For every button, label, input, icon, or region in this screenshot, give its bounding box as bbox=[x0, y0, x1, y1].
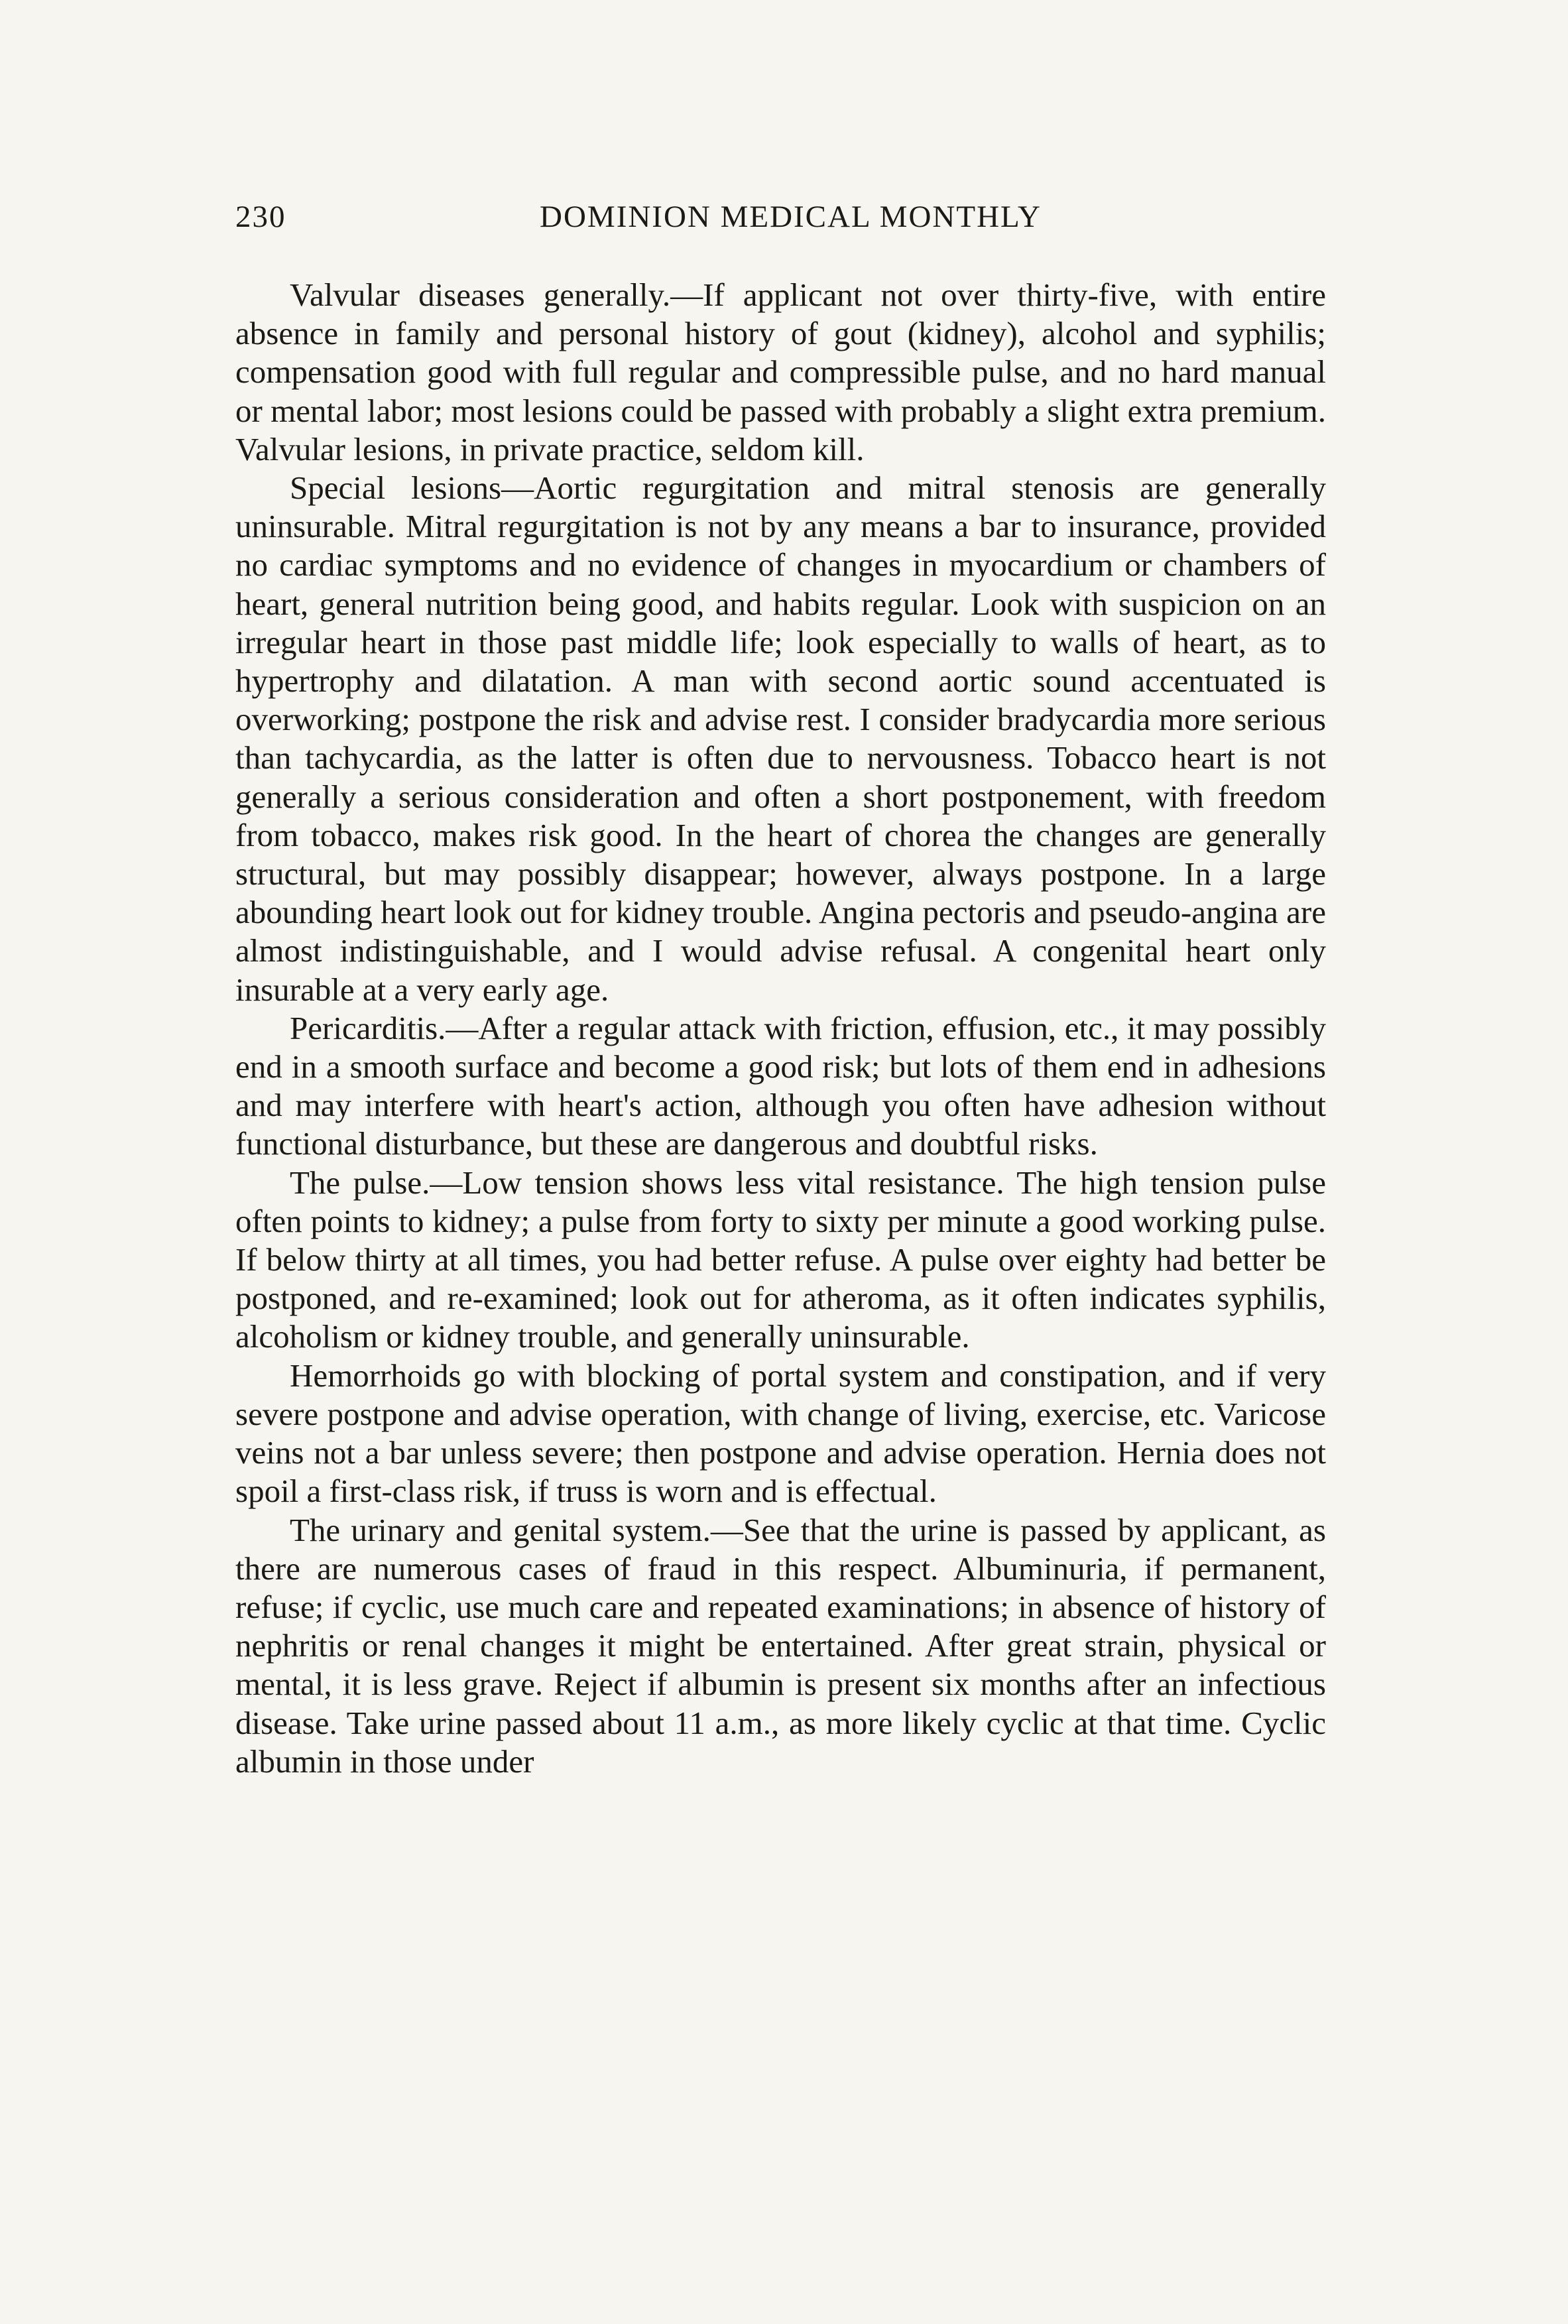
paragraph-hemorrhoids: Hemorrhoids go with blocking of portal system and constipation, and if very severe postpone and advise operation, with change of living, exercise, etc. Varicose veins not a bar unless severe; then postpone and advise operation. Hernia does not spoil a first-class risk, if truss is worn and is effectual. bbox=[235, 1357, 1326, 1510]
paragraph-valvular-diseases: Valvular diseases generally.—If applicant not over thirty-five, with entire absence in family and personal history of gout (kidney), alcohol and syphilis; compensation good with full regular and compressible pulse, and no hard manual or mental labor; most lesions could be passed with probably a slight extra premium. Valvular lesions, in private practice, seldom kill. bbox=[235, 276, 1326, 467]
paragraph-special-lesions: Special lesions—Aortic regurgitation and mitral stenosis are generally uninsurable. Mitral regurgitation is not by any means a bar to insurance, provided no cardiac symptoms and no evidence of changes in myocardium or chambers of heart, general nutrition being good, and habits regular. Look with suspicion on an irregular heart in those past middle life; look especially to walls of heart, as to hypertrophy and dilatation. A man with second aortic sound accentuated is overworking; postpone the risk and advise rest. I consider bradycardia more serious than tachycardia, as the latter is often due to nervousness. Tobacco heart is not generally a serious consideration and often a short postponement, with freedom from tobacco, makes risk good. In the heart of chorea the changes are generally structural, but may possibly disappear; however, always postpone. In a large abounding heart look out for kidney trouble. Angina pectoris and pseudo-angina are almost indistinguishable, and I would advise refusal. A congenital heart only insurable at a very early age. bbox=[235, 469, 1326, 1008]
page-number: 230 bbox=[235, 200, 286, 234]
article-body bbox=[235, 276, 1326, 1781]
paragraph-pulse: The pulse.—Low tension shows less vital resistance. The high tension pulse often points to kidney; a pulse from forty to sixty per minute a good working pulse. If below thirty at all times, you had better refuse. A pulse over eighty had better be postponed, and re-examined; look out for atheroma, as it often indicates syphilis, alcoholism or kidney trouble, and generally uninsurable. bbox=[235, 1164, 1326, 1355]
journal-title: DOMINION MEDICAL MONTHLY bbox=[540, 200, 1042, 234]
document-page bbox=[235, 199, 1326, 2268]
running-head bbox=[235, 199, 1326, 252]
paragraph-pericarditis: Pericarditis.—After a regular attack with friction, effusion, etc., it may possibly end in a smooth surface and become a good risk; but lots of them end in adhesions and may interfere with heart's action, although you often have adhesion without functional disturbance, but these are dangerous and doubtful risks. bbox=[235, 1009, 1326, 1162]
paragraph-urinary-genital: The urinary and genital system.—See that the urine is passed by applicant, as there are numerous cases of fraud in this respect. Albuminuria, if permanent, refuse; if cyclic, use much care and repeated examinations; in absence of history of nephritis or renal changes it might be entertained. After great strain, physical or mental, it is less grave. Reject if albumin is present six months after an infectious disease. Take urine passed about 11 a.m., as more likely cyclic at that time. Cyclic albumin in those under bbox=[235, 1511, 1326, 1780]
